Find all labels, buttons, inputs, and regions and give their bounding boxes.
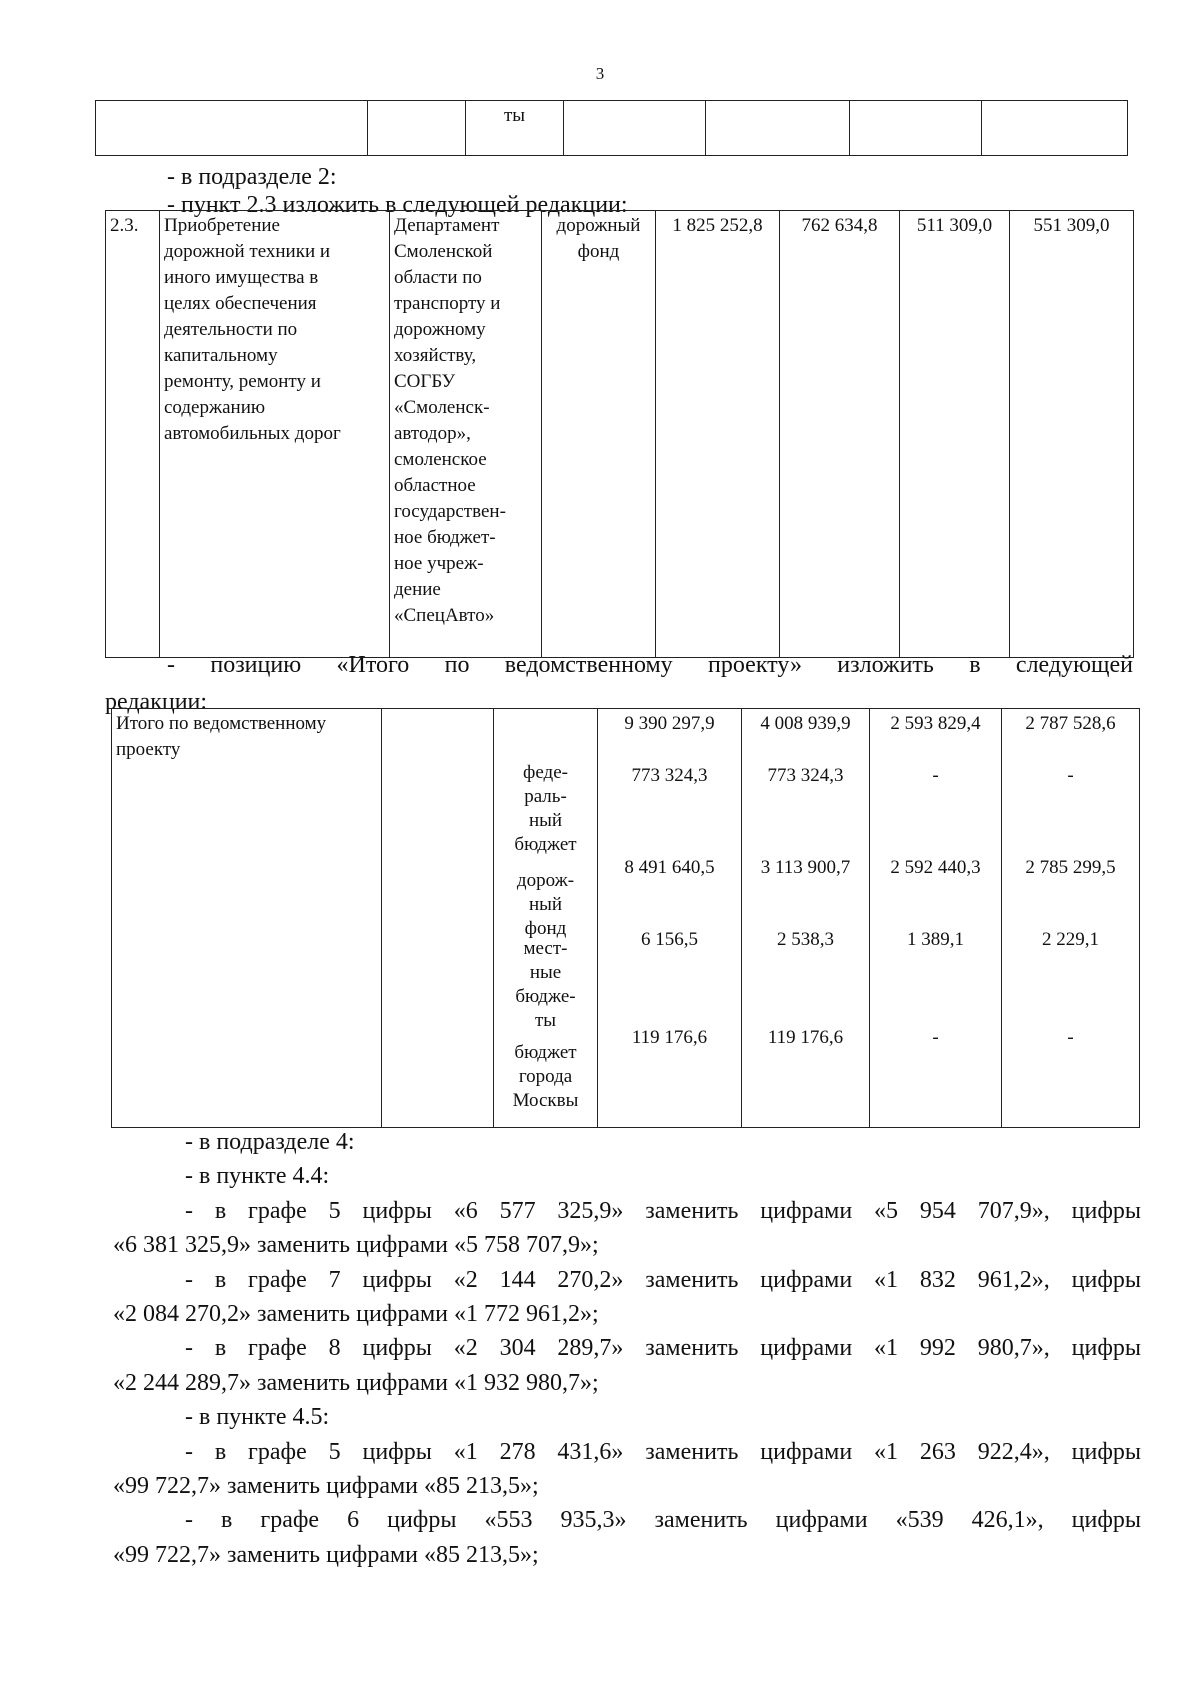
row23-name-line: содержанию — [164, 397, 266, 418]
itogo-col-year1 — [742, 709, 870, 1128]
itogo-source-value: - — [1067, 1027, 1074, 1048]
itogo-source-line: ный — [528, 810, 563, 831]
itogo-source-value: 6 156,5 — [641, 929, 698, 950]
itogo-instruction: - позицию «Итого по ведомственному проекту» изложить в следующей — [167, 652, 1133, 678]
itogo-source-value: 2 785 299,5 — [1025, 857, 1116, 878]
top-table-cell-text: ты — [466, 101, 564, 156]
row23-executor-line: дение — [394, 579, 441, 600]
itogo-source-name — [494, 1041, 597, 1113]
row23-executor-line: СОГБУ — [394, 371, 456, 392]
body-line: «6 381 325,9» заменить цифрами «5 758 707,9»; — [113, 1232, 599, 1258]
itogo-total-value: 2 787 528,6 — [1025, 713, 1116, 734]
itogo-source-value: 8 491 640,5 — [624, 857, 715, 878]
itogo-source-line: ный — [528, 894, 563, 915]
itogo-source-value: 773 324,3 — [767, 765, 844, 786]
itogo-table — [111, 708, 1140, 1128]
itogo-source-value: 773 324,3 — [631, 765, 708, 786]
itogo-col-total — [598, 709, 742, 1128]
itogo-source-value: - — [1067, 765, 1074, 786]
itogo-col-year2 — [870, 709, 1002, 1128]
page-number: 3 — [595, 64, 605, 83]
body-line: «99 722,7» заменить цифрами «85 213,5»; — [113, 1473, 539, 1499]
itogo-source-line: бюджет — [514, 834, 577, 855]
row23-executor-line: государствен- — [394, 501, 506, 522]
row23-name-line: Приобретение — [164, 215, 280, 236]
row23-executor-line: Департамент — [394, 215, 500, 236]
subsection2-heading: - в подразделе 2: — [167, 164, 337, 190]
top-table-fragment — [95, 100, 1128, 156]
row23-total: 1 825 252,8 — [656, 211, 780, 658]
itogo-total-value: 9 390 297,9 — [624, 713, 715, 734]
row23-source — [542, 211, 656, 658]
itogo-source-line: города — [518, 1066, 573, 1087]
itogo-source-value: 2 229,1 — [1042, 929, 1099, 950]
itogo-source-line: дорож- — [516, 870, 575, 891]
row23-executor-line: Смоленской — [394, 241, 493, 262]
itogo-source-line: ные — [529, 962, 562, 983]
item23-instruction: - пункт 2.3 изложить в следующей редакции: — [167, 192, 628, 218]
itogo-label: Итого по ведомственному проекту — [112, 709, 382, 1128]
itogo-sources — [494, 709, 598, 1128]
top-table-cell — [850, 101, 982, 156]
top-table-cell — [706, 101, 850, 156]
itogo-source-line: бюдже- — [515, 986, 576, 1007]
row23-executor-line: «Смоленск- — [394, 397, 490, 418]
row23-source-line: фонд — [577, 241, 620, 262]
itogo-source-line: бюджет — [514, 1042, 577, 1063]
itogo-source-value: 1 389,1 — [907, 929, 964, 950]
row23-name — [160, 211, 390, 658]
itogo-source-line: раль- — [524, 786, 567, 807]
row23-executor-line: хозяйству, — [394, 345, 477, 366]
row23-executor-line: областное — [394, 475, 476, 496]
top-table-cell — [982, 101, 1128, 156]
row23-name-line: целях обеспечения — [164, 293, 317, 314]
body-line: - в графе 8 цифры «2 304 289,7» заменить цифрами «1 992 980,7», цифры — [185, 1335, 1141, 1361]
body-line: «2 084 270,2» заменить цифрами «1 772 961,2»; — [113, 1301, 599, 1327]
row23-executor-line: транспорту и — [394, 293, 501, 314]
itogo-instruction-cont: редакции: — [105, 689, 208, 715]
body-line: «99 722,7» заменить цифрами «85 213,5»; — [113, 1542, 539, 1568]
row23-executor-line: области по — [394, 267, 482, 288]
row23-year1: 762 634,8 — [780, 211, 900, 658]
body-line: - в пункте 4.5: — [185, 1404, 330, 1430]
row23-table — [105, 210, 1134, 658]
itogo-source-value: 2 592 440,3 — [890, 857, 981, 878]
row23-number: 2.3. — [106, 211, 160, 658]
itogo-total-value: 2 593 829,4 — [890, 713, 981, 734]
top-table-cell — [96, 101, 368, 156]
top-table-cell — [368, 101, 466, 156]
itogo-source-value: 2 538,3 — [777, 929, 834, 950]
row23-executor-line: ное учреж- — [394, 553, 484, 574]
row23-executor-line: автодор», — [394, 423, 471, 444]
row23-year2: 511 309,0 — [900, 211, 1010, 658]
itogo-source-line: мест- — [523, 938, 568, 959]
itogo-total-value: 4 008 939,9 — [760, 713, 851, 734]
itogo-source-line: феде- — [523, 762, 568, 783]
itogo-source-name — [494, 761, 597, 857]
itogo-col-year3 — [1002, 709, 1140, 1128]
itogo-source-value: 119 176,6 — [767, 1027, 844, 1048]
body-line: - в графе 7 цифры «2 144 270,2» заменить цифрами «1 832 961,2», цифры — [185, 1267, 1141, 1293]
itogo-source-value: - — [932, 1027, 939, 1048]
row23-executor — [390, 211, 542, 658]
row23-name-line: иного имущества в — [164, 267, 319, 288]
body-line: - в подразделе 4: — [185, 1129, 355, 1155]
itogo-empty-cell — [382, 709, 494, 1128]
itogo-source-line: фонд — [524, 918, 567, 939]
body-line: «2 244 289,7» заменить цифрами «1 932 980,7»; — [113, 1370, 599, 1396]
row23-name-line: автомобильных дорог — [164, 423, 341, 444]
body-line: - в пункте 4.4: — [185, 1163, 330, 1189]
row23-name-line: ремонту, ремонту и — [164, 371, 321, 392]
itogo-source-name — [494, 937, 597, 1033]
itogo-source-line: Москвы — [512, 1090, 579, 1111]
row23-name-line: дорожной техники и — [164, 241, 331, 262]
row23-year3: 551 309,0 — [1010, 211, 1134, 658]
row23-executor-line: дорожному — [394, 319, 486, 340]
itogo-source-value: - — [932, 765, 939, 786]
body-line: - в графе 5 цифры «6 577 325,9» заменить цифрами «5 954 707,9», цифры — [185, 1198, 1141, 1224]
itogo-source-value: 119 176,6 — [631, 1027, 708, 1048]
body-line: - в графе 6 цифры «553 935,3» заменить цифрами «539 426,1», цифры — [185, 1507, 1141, 1533]
itogo-source-name — [494, 869, 597, 941]
row23-name-line: капитальному — [164, 345, 278, 366]
row23-executor-line: «СпецАвто» — [394, 605, 495, 626]
row23-name-line: деятельности по — [164, 319, 298, 340]
row23-executor-line: смоленское — [394, 449, 487, 470]
body-line: - в графе 5 цифры «1 278 431,6» заменить цифрами «1 263 922,4», цифры — [185, 1439, 1141, 1465]
row23-executor-line: ное бюджет- — [394, 527, 496, 548]
row23-source-line: дорожный — [556, 215, 641, 236]
itogo-source-line: ты — [534, 1010, 557, 1031]
itogo-source-value: 3 113 900,7 — [760, 857, 851, 878]
top-table-cell — [564, 101, 706, 156]
